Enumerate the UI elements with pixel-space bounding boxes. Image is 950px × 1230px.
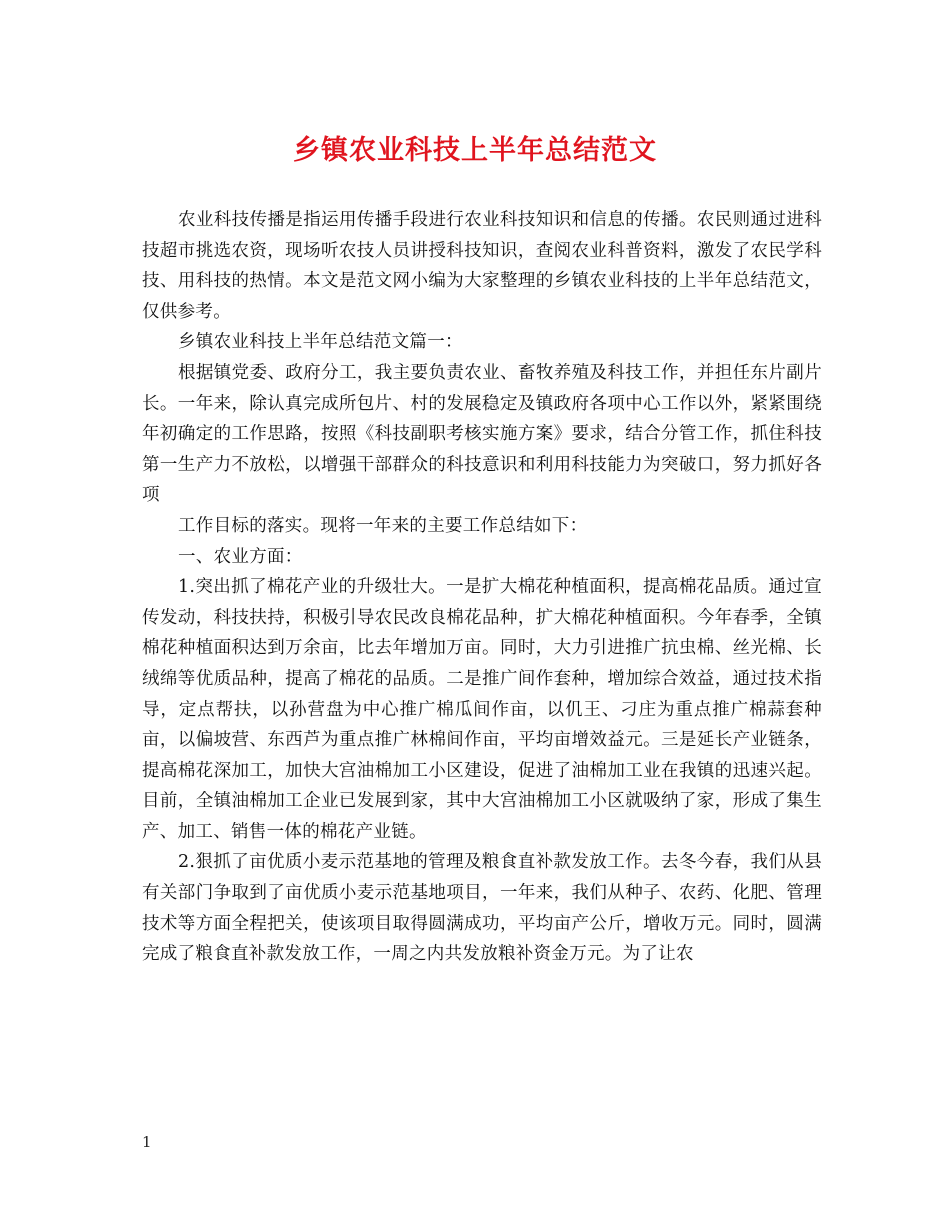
paragraph-summary-lead: 工作目标的落实。现将一年来的主要工作总结如下： xyxy=(178,515,588,536)
paragraph-responsibilities: 根据镇党委、政府分工，我主要负责农业、畜牧养殖及科技工作，并担任东片副片长。一年来，除认真完成所包片、村的发展稳定及镇政府各项中心工作以外，紧紧围绕年初确定的工作思路，按照《科技副职考核实施方案》要求，结合分管工作，抓住科技第一生产力不放松，以增强干部群众的科技意识和利用科技能力为突破口，努力抓好各项 xyxy=(142,362,822,506)
page-title: 乡镇农业科技上半年总结范文 xyxy=(293,135,657,166)
paragraph-section-agriculture: 一、农业方面： xyxy=(178,546,303,567)
paragraph-wheat-base: 2.狠抓了亩优质小麦示范基地的管理及粮食直补款发放工作。去冬今春，我们从县有关部门争取到了亩优质小麦示范基地项目，一年来，我们从种子、农药、化肥、管理技术等方面全程把关，使该项目取得圆满成功，平均亩产公斤，增收万元。同时，圆满完成了粮食直补款发放工作，一周之内共发放粮补资金万元。为了让农 xyxy=(142,852,822,965)
document-body xyxy=(142,205,822,970)
paragraph-heading-part-one: 乡镇农业科技上半年总结范文篇一： xyxy=(178,332,463,353)
paragraph-cotton-industry: 1.突出抓了棉花产业的升级壮大。一是扩大棉花种植面积，提高棉花品质。通过宣传发动，科技扶持，积极引导农民改良棉花品种，扩大棉花种植面积。今年春季，全镇棉花种植面积达到万余亩，比去年增加万亩。同时，大力引进推广抗虫棉、丝光棉、长绒绵等优质品种，提高了棉花的品质。二是推广间作套种，增加综合效益，通过技术指导，定点帮扶，以孙营盘为中心推广棉瓜间作亩，以仉王、刁庄为重点推广棉蒜套种亩，以偏坡营、东西芦为重点推广林棉间作亩，平均亩增效益元。三是延长产业链条，提高棉花深加工，加快大宫油棉加工小区建设，促进了油棉加工业在我镇的迅速兴起。目前，全镇油棉加工企业已发展到家，其中大宫油棉加工小区就吸纳了家，形成了集生产、加工、销售一体的棉花产业链。 xyxy=(142,577,822,842)
page-number: 1 xyxy=(142,1133,152,1151)
paragraph-intro: 农业科技传播是指运用传播手段进行农业科技知识和信息的传播。农民则通过进科技超市挑选农资，现场听农技人员讲授科技知识，查阅农业科普资料，激发了农民学科技、用科技的热情。本文是范文网小编为大家整理的乡镇农业科技的上半年总结范文，仅供参考。 xyxy=(142,210,822,322)
